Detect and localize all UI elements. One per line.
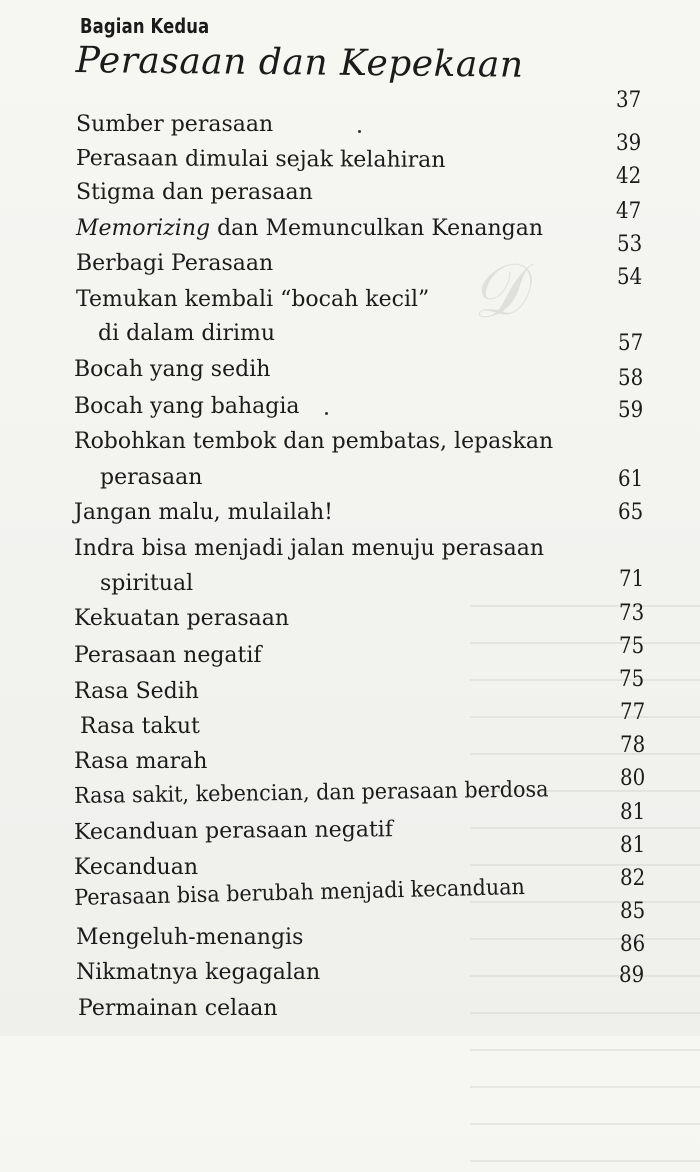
toc-page-number: 58	[618, 366, 644, 391]
toc-page-number: 77	[620, 700, 646, 725]
toc-entry-title: Robohkan tembok dan pembatas, lepaskan	[74, 429, 554, 454]
toc-page-number: 86	[620, 932, 646, 957]
toc-entry-title: Temukan kembali “bocah kecil”	[76, 287, 430, 312]
toc-entry-title: Sumber perasaan	[76, 112, 274, 137]
toc-entry-title: Perasaan bisa berubah menjadi kecanduan	[74, 874, 526, 911]
toc-entry-title: Kecanduan	[74, 855, 199, 880]
toc-entry-title-continuation: di dalam dirimu	[98, 321, 276, 346]
toc-entry-title: Stigma dan perasaan	[76, 180, 313, 205]
toc-entry-title-italic: Memorizing	[76, 216, 211, 241]
toc-entry-title: Permainan celaan	[78, 996, 278, 1021]
toc-entry-title: Rasa Sedih	[74, 679, 199, 704]
toc-page-number: 82	[620, 866, 646, 891]
toc-entry-title	[76, 216, 543, 242]
toc-page-number: 75	[619, 667, 645, 692]
toc-entry-title: Kecanduan perasaan negatif	[74, 817, 394, 845]
toc-page-number: 81	[620, 800, 646, 825]
toc-page-number: 73	[619, 601, 645, 626]
toc-entry-title: Perasaan negatif	[74, 643, 262, 668]
toc-page-number: 75	[619, 634, 645, 659]
toc-page-number: 89	[619, 963, 645, 988]
bleed-through-decoration: 𝒟	[464, 246, 532, 336]
section-label: Bagian Kedua	[80, 14, 210, 38]
toc-entry-title: Perasaan dimulai sejak kelahiran	[75, 146, 446, 173]
toc-entry-title: Rasa sakit, kebencian, dan perasaan berdosa	[74, 777, 549, 809]
toc-page-number: 54	[617, 265, 643, 290]
toc-page-number: 65	[618, 500, 644, 525]
section-title: Perasaan dan Kepekaan	[75, 40, 524, 86]
toc-page-number: 47	[616, 199, 642, 224]
toc-entry-title: Rasa marah	[74, 749, 208, 774]
toc-page-number: 37	[616, 88, 642, 113]
toc-page-number: 39	[616, 131, 642, 156]
toc-entry-title: Jangan malu, mulailah!	[74, 500, 334, 525]
toc-entry-title: Kekuatan perasaan	[74, 606, 290, 631]
toc-page-number: 85	[620, 899, 646, 924]
toc-page-number: 81	[620, 833, 646, 858]
toc-entry-title-continuation: spiritual	[100, 571, 194, 596]
toc-page-number: 78	[620, 733, 646, 758]
toc-entry-title: Indra bisa menjadi jalan menuju perasaan	[74, 536, 545, 561]
scan-speck	[358, 130, 361, 133]
toc-page-number: 59	[618, 398, 644, 423]
scan-speck	[325, 412, 328, 415]
toc-page-number: 61	[618, 467, 644, 492]
toc-page-number: 71	[619, 567, 645, 592]
toc-page-number: 42	[616, 164, 642, 189]
toc-entry-title: Bocah yang bahagia	[74, 394, 300, 419]
toc-page-number: 57	[618, 331, 644, 356]
toc-entry-title: Rasa takut	[80, 714, 200, 739]
toc-entry-title: Nikmatnya kegagalan	[76, 960, 321, 985]
toc-page-number: 80	[620, 766, 646, 791]
toc-page-number: 53	[617, 232, 643, 257]
toc-entry-title-continuation: perasaan	[100, 465, 203, 490]
toc-entry-title: Bocah yang sedih	[74, 357, 271, 382]
toc-entry-title: Berbagi Perasaan	[76, 251, 274, 276]
toc-entry-title: Mengeluh-menangis	[76, 925, 304, 950]
toc-entry-title-rest: dan Memunculkan Kenangan	[210, 216, 544, 241]
